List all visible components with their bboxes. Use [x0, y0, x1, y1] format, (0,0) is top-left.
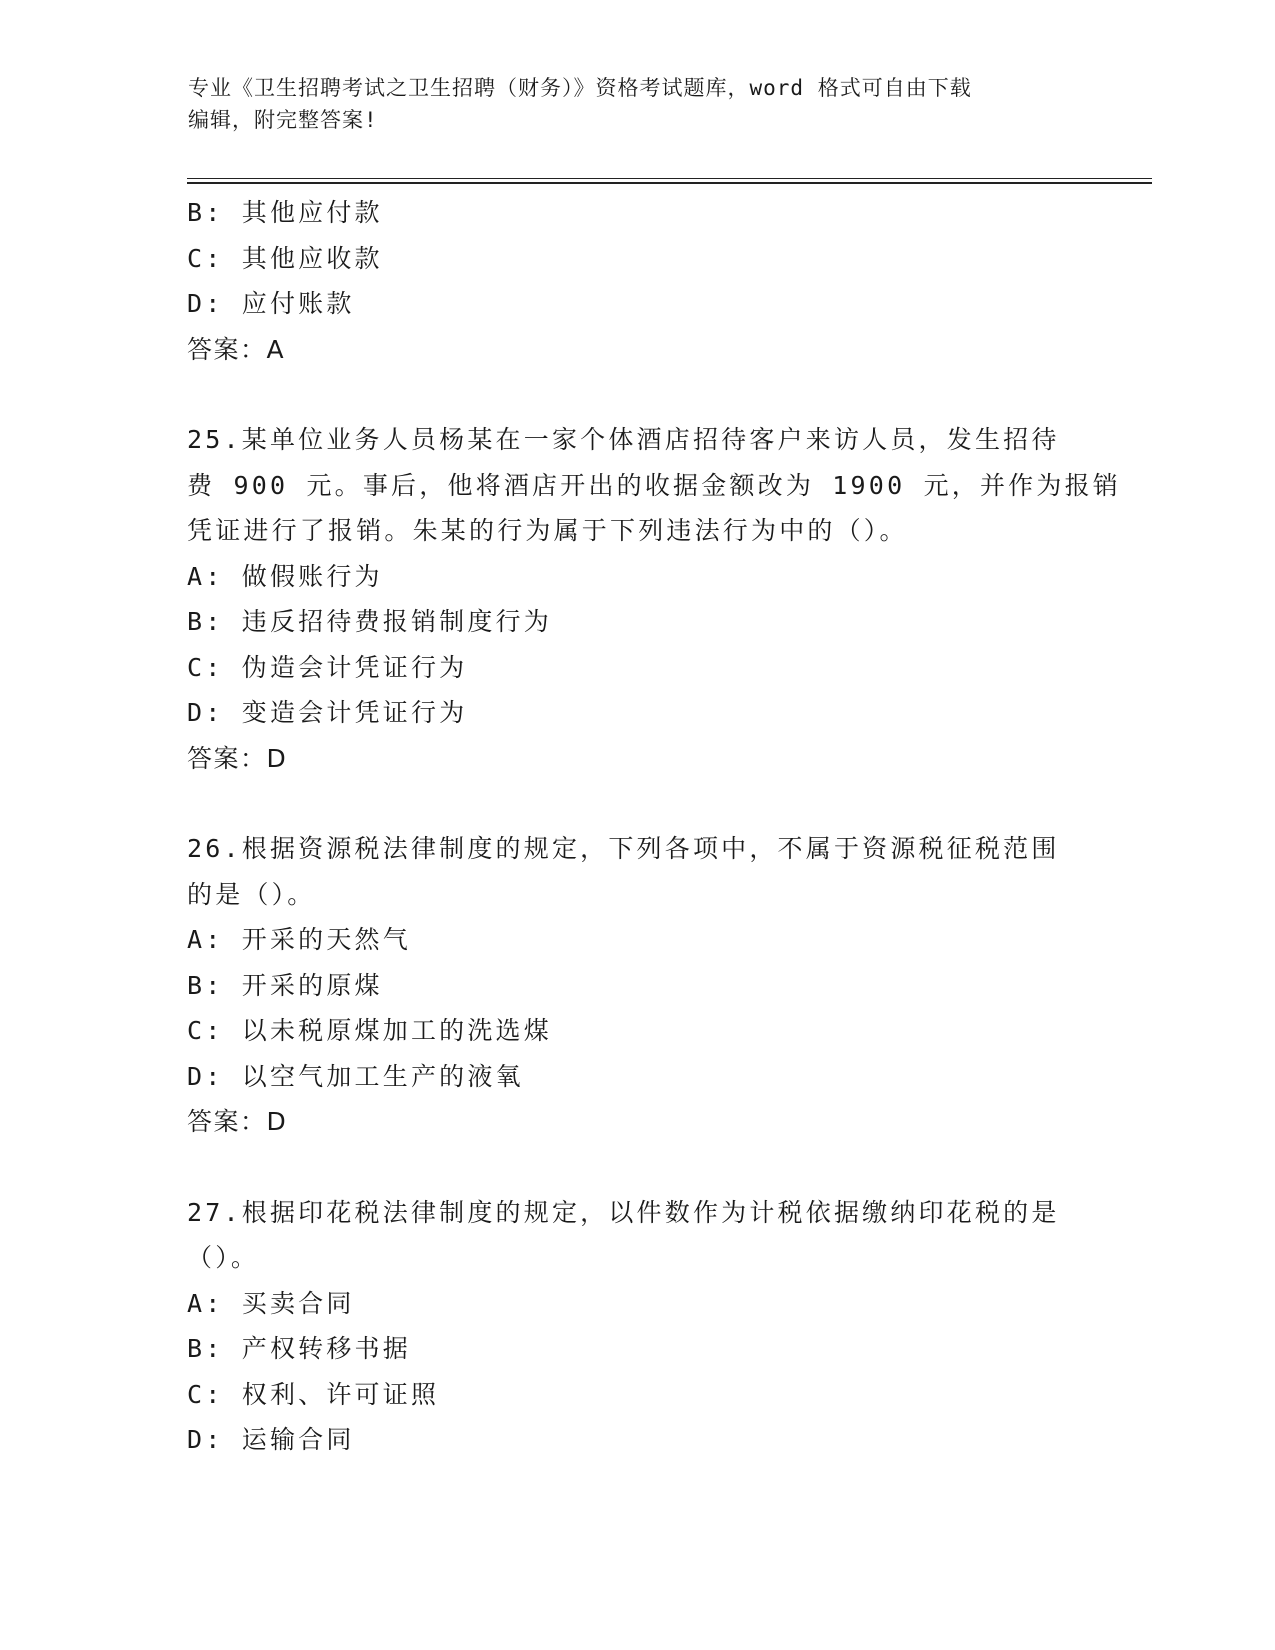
question-26	[187, 826, 1087, 1145]
option-b: B: 其他应付款	[187, 198, 383, 227]
option-c: C: 权利、许可证照	[187, 1379, 440, 1409]
question-text-line: 25.某单位业务人员杨某在一家个体酒店招待客户来访人员，发生招待	[187, 425, 1060, 454]
option-a: A: 开采的天然气	[187, 925, 411, 954]
option-b: B: 产权转移书据	[187, 1334, 411, 1363]
document-header	[188, 72, 1088, 136]
prev-question	[187, 190, 1087, 372]
option-d: D: 运输合同	[187, 1425, 355, 1454]
header-line-2: 编辑，附完整答案!	[188, 108, 378, 132]
answer: 答案：D	[187, 1107, 288, 1136]
spacer	[187, 1145, 1087, 1190]
option-c: C: 其他应收款	[187, 243, 383, 273]
header-line-1: 专业《卫生招聘考试之卫生招聘（财务）》资格考试题库，word 格式可自由下载	[188, 76, 972, 100]
header-divider-thin	[187, 178, 1152, 179]
option-d: D: 以空气加工生产的液氧	[187, 1061, 524, 1091]
question-27	[187, 1190, 1087, 1463]
question-25	[187, 417, 1121, 781]
spacer	[187, 781, 1087, 826]
question-text-line: 费 900 元。事后，他将酒店开出的收据金额改为 1900 元，并作为报销	[187, 470, 1121, 500]
option-b: B: 开采的原煤	[187, 970, 383, 1000]
option-a: A: 买卖合同	[187, 1288, 355, 1318]
option-d: D: 应付账款	[187, 289, 355, 318]
option-d: D: 变造会计凭证行为	[187, 698, 468, 727]
option-c: C: 以未税原煤加工的洗选煤	[187, 1016, 552, 1045]
question-content	[187, 190, 1121, 1463]
answer: 答案：A	[187, 334, 286, 364]
question-text-line: （）。	[187, 1243, 260, 1272]
question-text-line: 27.根据印花税法律制度的规定，以件数作为计税依据缴纳印花税的是	[187, 1197, 1060, 1227]
option-b: B: 违反招待费报销制度行为	[187, 607, 552, 636]
option-c: C: 伪造会计凭证行为	[187, 652, 468, 682]
answer: 答案：D	[187, 743, 288, 773]
option-a: A: 做假账行为	[187, 561, 383, 591]
question-text-line: 的是（）。	[187, 879, 316, 909]
question-text-line: 凭证进行了报销。朱某的行为属于下列违法行为中的（）。	[187, 516, 908, 545]
header-divider-thick	[187, 182, 1152, 184]
question-text-line: 26.根据资源税法律制度的规定，下列各项中，不属于资源税征税范围	[187, 834, 1060, 863]
spacer	[187, 372, 1087, 417]
